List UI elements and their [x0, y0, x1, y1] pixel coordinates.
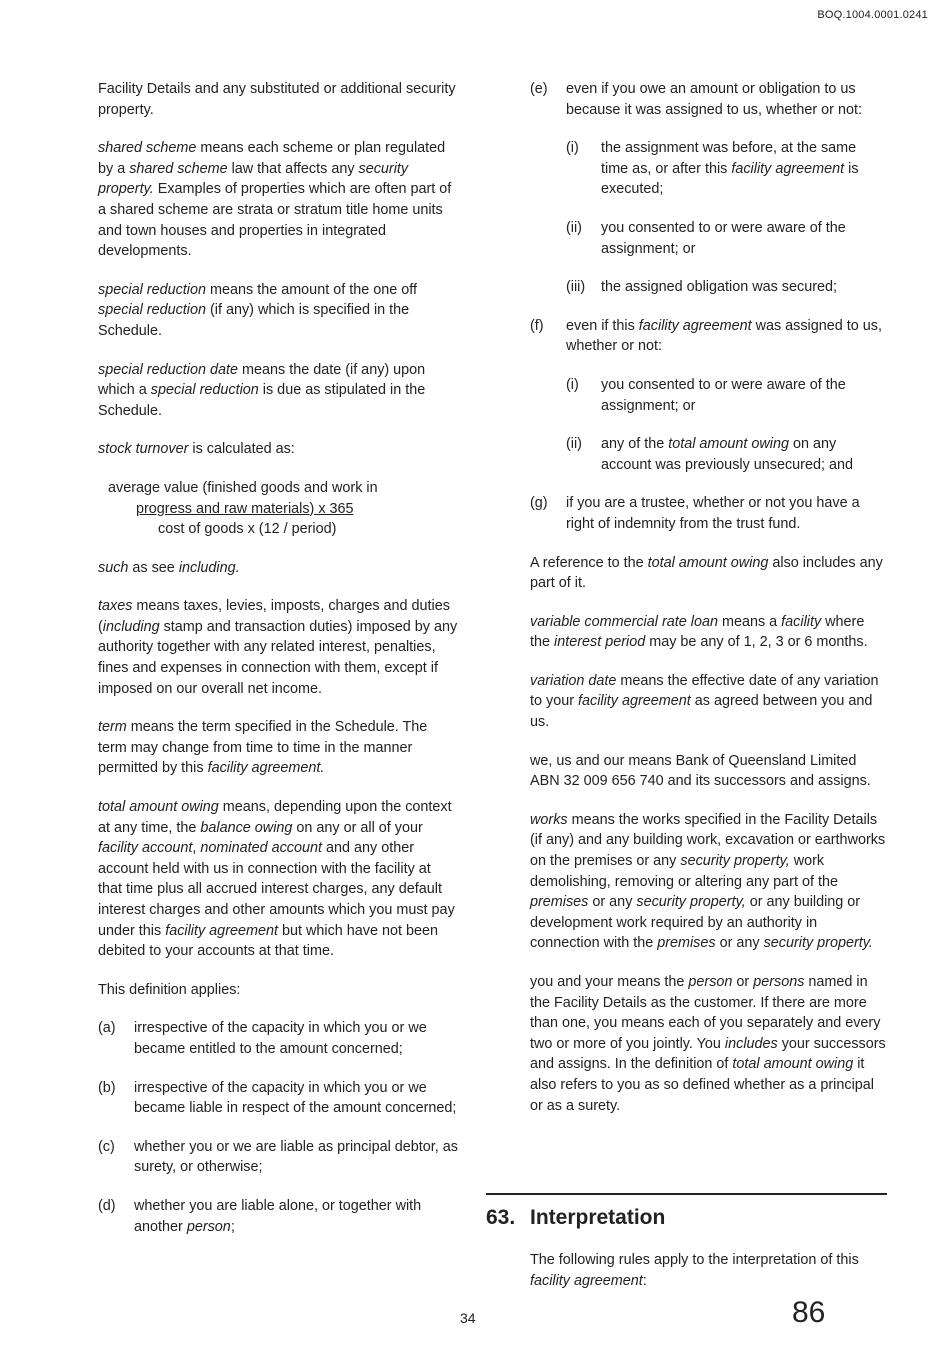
sub-item-e-ii: (ii) you consented to or were aware of the assignment; or: [566, 219, 846, 257]
sub-item-f-ii: (ii) any of the total amount owing on any account was previously unsecured; and: [566, 436, 853, 473]
list-item-b: (b) irrespective of the capacity in which you or we became liable in respect of the amount concerned;: [98, 1079, 457, 1117]
security-property-continuation: Facility Details and any substituted or additional security property.: [98, 81, 456, 118]
definition-total-amount-owing: total amount owing means, depending upon the context at any time, the balance owing on any or all of your facility account, nominated account and any other account held with us in connection with the facility at that time plus all accrued interest charges, any default interest charges and other amounts which you must pay under this facility agreement but which have not been debited to your accounts at that time.: [98, 799, 455, 960]
right-column: [530, 79, 887, 1116]
sub-item-e-i: (i) the assignment was before, at the same time as, or after this facility agreement is executed;: [566, 140, 859, 198]
definition-variable-commercial-rate-loan: variable commercial rate loan means a facility where the interest period may be any of 1, 2, 3 or 6 months.: [530, 613, 868, 651]
definition-applies-intro: This definition applies:: [98, 981, 241, 998]
definition-taxes: taxes means taxes, levies, imposts, charges and duties (including stamp and transaction duties) imposed by any authority together with any related interest, penalties, fines and expenses in connection with them, except if imposed on our overall net income.: [98, 598, 458, 697]
definition-such: such as see including.: [98, 559, 240, 576]
document-reference: BOQ.1004.0001.0241: [817, 9, 928, 21]
page-number: 34: [460, 1310, 476, 1326]
sub-item-f-i: (i) you consented to or were aware of the assignment; or: [566, 376, 846, 414]
definition-special-reduction: special reduction means the amount of the one off special reduction (if any) which is specified in the Schedule.: [98, 281, 417, 339]
definition-variation-date: variation date means the effective date of any variation to your facility agreement as agreed between you and us.: [530, 672, 879, 731]
definition-we-us-our: we, us and our means Bank of Queensland Limited ABN 32 009 656 740 and its successors and assigns.: [530, 752, 871, 790]
section-title: Interpretation: [530, 1206, 666, 1229]
list-item-c: (c) whether you or we are liable as principal debtor, as surety, or otherwise;: [98, 1138, 458, 1176]
list-item-a: (a) irrespective of the capacity in which you or we became entitled to the amount concerned;: [98, 1020, 427, 1057]
section-divider: [486, 1193, 887, 1195]
definition-shared-scheme: shared scheme means each scheme or plan regulated by a shared scheme law that affects any security property. Examples of properties which are often part of a shared scheme are strata or stratum title home units and town houses and properties in integrated developments.: [98, 140, 452, 260]
section-number: 63.: [486, 1206, 516, 1229]
definition-stock-turnover: stock turnover is calculated as:: [98, 441, 295, 458]
section-intro: The following rules apply to the interpretation of this facility agreement:: [530, 1252, 859, 1289]
definition-term: term means the term specified in the Schedule. The term may change from time to time in the manner permitted by this facility agreement.: [98, 719, 428, 777]
definition-works: works means the works specified in the Facility Details (if any) and any building work, excavation or earthworks on the premises or any security property, work demolishing, removing or altering any part of the premises or any security property, or any building or development work required by an authority in connection with the premises or any security property.: [530, 811, 886, 952]
list-item-e: (e) even if you owe an amount or obligation to us because it was assigned to us, whether or not:: [530, 81, 862, 118]
formula-line-1: average value (finished goods and work in: [108, 479, 378, 496]
left-column: [98, 79, 458, 1237]
list-item-g: (g) if you are a trustee, whether or not you have a right of indemnity from the trust fund.: [530, 495, 860, 532]
sub-item-e-iii: (iii) the assigned obligation was secured;: [566, 279, 837, 296]
definition-special-reduction-date: special reduction date means the date (if any) upon which a special reduction is due as stipulated in the Schedule.: [98, 361, 426, 419]
definition-you-your: you and your means the person or persons named in the Facility Details as the customer. If there are more than one, you means each of you separately and every two or more of you jointly. You includes your successors and assigns. In the definition of total amount owing it also refers to you as so defined whether as a principal or as a surety.: [530, 974, 886, 1114]
formula-numerator: progress and raw materials) x 365: [136, 500, 354, 517]
section-heading: [486, 1206, 665, 1230]
formula-denominator: cost of goods x (12 / period): [158, 521, 337, 538]
list-item-f: (f) even if this facility agreement was assigned to us, whether or not:: [530, 317, 882, 355]
stamp-number: 86: [792, 1296, 826, 1329]
stock-turnover-formula: [108, 478, 458, 540]
list-item-d: (d) whether you are liable alone, or together with another person;: [98, 1197, 422, 1235]
reference-paragraph: A reference to the total amount owing also includes any part of it.: [530, 554, 883, 592]
